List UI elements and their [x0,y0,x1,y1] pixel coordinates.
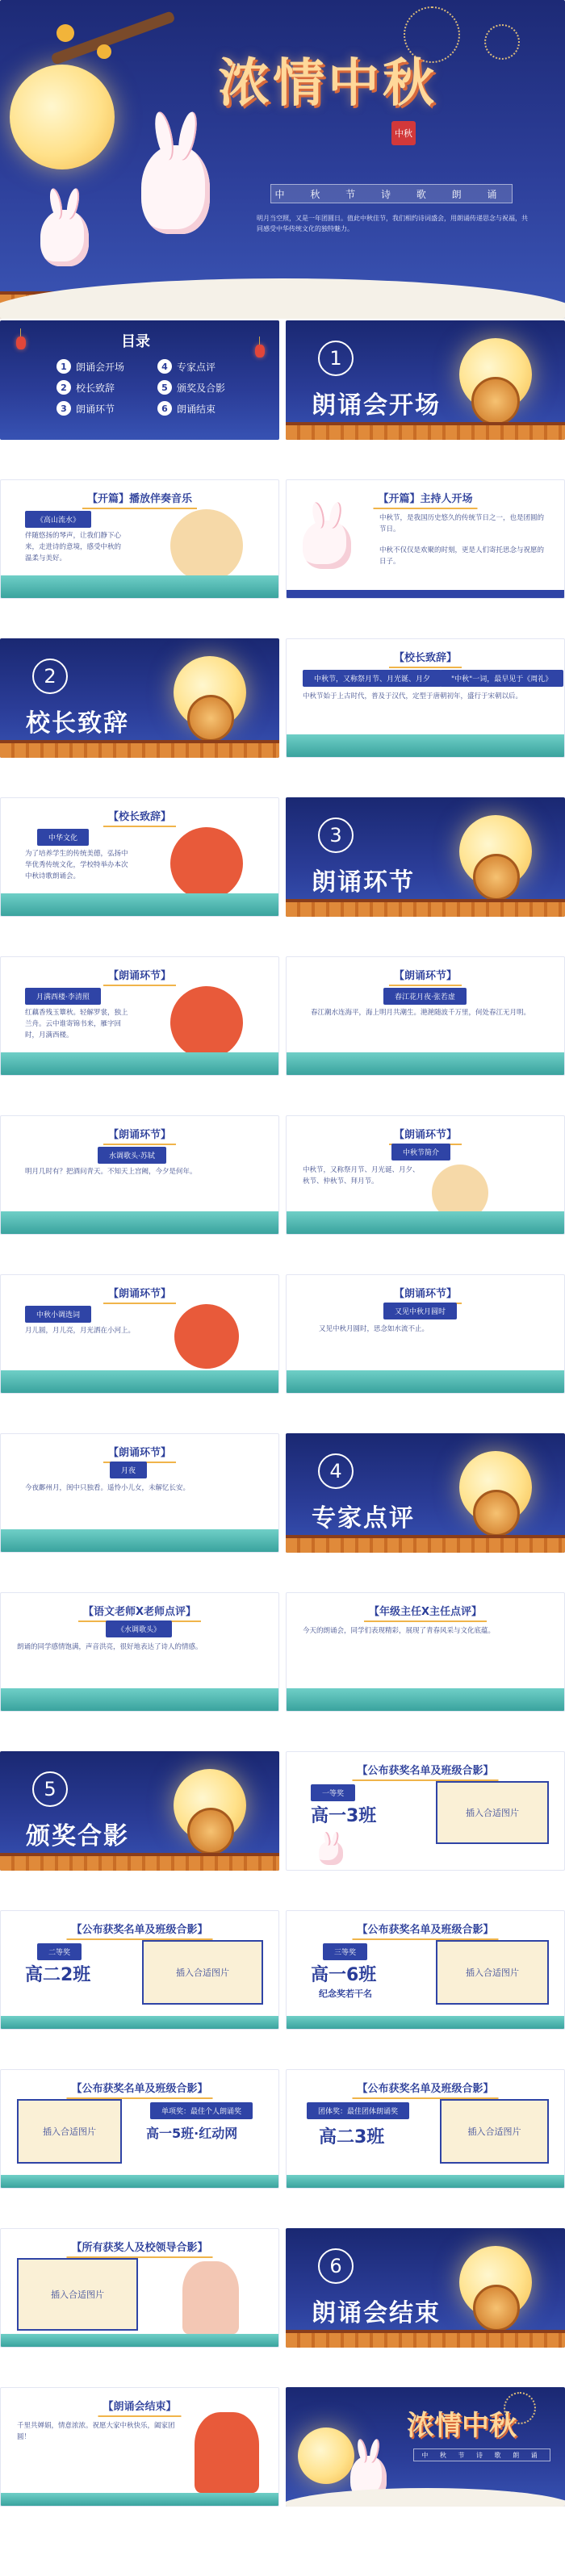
slide-body: 中秋节，是我国历史悠久的传统节日之一，也是团圆的节日。 [379,514,545,533]
lantern-icon [255,345,265,358]
section-4-slide [286,1433,565,1553]
reading-7-slide [0,1433,279,1553]
bottom-band [287,590,565,598]
section-3-slide [286,797,565,917]
roof-icon [286,1535,565,1553]
final-subtitle: 中 秋 节 诗 歌 朗 诵 [413,2448,550,2461]
slide-pill: 月满西楼·李清照 [25,988,101,1005]
section-number: 6 [318,2248,354,2284]
toc-num: 5 [157,380,172,395]
slide-header: 【公布获奖名单及班级合影】 [352,1762,498,1781]
section-title: 朗诵会开场 [312,391,441,420]
hero-subtitle: 中 秋 节 诗 歌 朗 诵 [270,184,513,203]
toc-num: 3 [56,401,71,416]
slide-body: 明月几时有？把酒问青天。不知天上宫阙，今夕是何年。 [25,1168,197,1176]
slide-pill: 三等奖 [323,1943,367,1960]
section-number: 3 [318,818,354,853]
section-6-slide [286,2228,565,2348]
firework-icon [484,24,520,60]
section-5-slide [0,1751,279,1871]
host-opening-slide [286,479,565,599]
section-title: 朗诵会结束 [312,2299,441,2327]
slide-pill: 中秋节，又称祭月节、月光诞、月夕 [303,670,442,687]
fairy-icon [170,509,243,582]
slide-pill: 《水调歌头》 [106,1620,172,1637]
rabbit-icon [303,521,351,569]
hills-icon [1,1052,279,1075]
slide-pill: 《高山流水》 [25,511,91,528]
toc-num: 2 [56,380,71,395]
slide-header: 【开篇】主持人开场 [373,490,477,509]
hills-icon [1,2016,279,2029]
photo-placeholder[interactable]: 插入合适图片 [142,1940,263,2005]
roof-icon [286,2330,565,2348]
award-class: 高二3班 [319,2127,385,2147]
toc-label: 朗诵结束 [177,403,216,415]
hills-icon [287,2016,565,2029]
slide-body: 又见中秋月圆时，思念如水流不止。 [319,1325,429,1333]
slide-body: 今天的朗诵会，同学们表现精彩，展现了青春风采与文化底蕴。 [303,1627,496,1635]
final-title: 浓情中秋 [407,2410,517,2442]
slide-body: 伴随悠扬的琴声，让我们静下心来，走进诗的意境，感受中秋的温柔与美好。 [25,532,122,562]
photo-placeholder[interactable]: 插入合适图片 [17,2099,122,2164]
slide-header: 【校长致辞】 [389,649,462,668]
award-group-slide [0,2228,279,2348]
roof-icon [0,740,279,758]
section-title: 朗诵环节 [312,868,415,897]
hero-title: 浓情中秋 [218,53,437,114]
section-number: 1 [318,341,354,376]
reading-2-slide [286,956,565,1076]
slide-header: 【年级主任X主任点评】 [364,1603,487,1622]
lantern-icon [16,337,26,349]
toc-item-4[interactable] [157,359,216,374]
award-4-slide [0,2069,279,2189]
fairy-icon [174,1304,239,1369]
slide-header: 【所有获奖人及校领导合影】 [66,2239,212,2258]
award-class: 高一6班 [311,1965,377,1985]
toc-num: 6 [157,401,172,416]
slide-pill: 二等奖 [37,1943,82,1960]
photo-placeholder[interactable]: 插入合适图片 [440,2099,549,2164]
slide-body: 中秋不仅仅是欢聚的时刻，更是人们寄托思念与祝愿的日子。 [379,546,545,566]
hills-icon [1,2334,279,2347]
slide-pill: 又见中秋月圆时 [383,1303,457,1319]
toc-slide [0,320,279,440]
toc-label: 专家点评 [177,361,216,373]
expert-1-slide [0,1592,279,1712]
toc-title: 目录 [121,333,150,350]
slide-pill: 中华文化 [37,829,89,846]
photo-placeholder[interactable]: 插入合适图片 [436,1940,549,2005]
slide-pill: "中秋"一词，最早见于《周礼》 [440,670,563,687]
opening-music-slide [0,479,279,599]
slide-header: 【开篇】播放伴奏音乐 [82,490,197,509]
slide-body: 中秋节始于上古时代，普及于汉代，定型于唐朝初年，盛行于宋朝以后。 [303,692,523,700]
toc-num: 4 [157,359,172,374]
slide-body: 春江潮水连海平，海上明月共潮生。滟滟随波千万里，何处春江无月明。 [311,1009,531,1017]
reading-5-slide [0,1274,279,1394]
closing-slide [0,2387,279,2507]
slide-pill: 一等奖 [311,1784,355,1801]
award-5-slide [286,2069,565,2189]
slide-body: 为了培养学生的传统美德，弘扬中华优秀传统文化，学校特举办本次中秋诗歌朗诵会。 [25,850,128,880]
mooncake-icon [473,1490,520,1537]
hero-description: 明月当空照，又是一年团圆日。值此中秋佳节，我们相约诗词盛会，用朗诵传递思念与祝福，共同感受中华传统文化的独特魅力。 [257,215,528,232]
award-3-slide [286,1910,565,2030]
slide-pill: 中秋节简介 [391,1144,450,1160]
slide-body: 月儿圆，月儿亮，月光洒在小河上。 [25,1327,136,1335]
toc-item-1[interactable] [56,359,124,374]
slide-header: 【朗诵环节】 [103,1126,176,1145]
slide-header: 【朗诵会结束】 [98,2398,181,2417]
hero-seal: 中秋 [391,121,416,145]
fairy-icon [195,2412,259,2493]
mooncake-icon [187,695,234,742]
slide-header: 【校长致辞】 [103,808,176,827]
toc-label: 朗诵环节 [76,403,115,415]
award-sub: 纪念奖若干名 [319,1988,372,1999]
slide-header: 【公布获奖名单及班级合影】 [66,1921,212,1940]
reading-1-slide [0,956,279,1076]
moon-icon [10,65,115,169]
photo-placeholder[interactable]: 插入合适图片 [17,2258,138,2331]
principal-speech-slide [286,638,565,758]
hills-icon [1,2493,279,2506]
award-class: 高一3班 [311,1806,377,1826]
toc-item-5[interactable] [157,380,225,395]
toc-label: 朗诵会开场 [76,361,125,373]
expert-2-slide [286,1592,565,1712]
section-1-slide [286,320,565,440]
section-number: 2 [32,659,68,694]
slide-header: 【朗诵环节】 [389,1285,462,1304]
rabbit-icon [319,1841,343,1865]
mooncake-icon [473,854,520,901]
hills-icon [1,1688,279,1711]
slide-header: 【朗诵环节】 [389,1126,462,1145]
principal-culture-slide [0,797,279,917]
slide-header: 【公布获奖名单及班级合影】 [66,2080,212,2099]
hills-icon [287,1211,565,1234]
reading-6-slide [286,1274,565,1394]
section-title: 校长致辞 [26,709,129,738]
firework-icon [504,2392,536,2424]
hero-slide [0,0,565,319]
fairy-icon [170,827,243,900]
slide-header: 【公布获奖名单及班级合影】 [352,1921,498,1940]
mooncake-icon [187,1808,234,1855]
rabbit-icon [40,210,89,266]
cloud-icon [0,278,565,319]
osmanthus-icon [56,24,74,42]
mooncake-icon [473,2285,520,2331]
toc-label: 颁奖及合影 [177,382,226,394]
osmanthus-icon [97,44,111,59]
slide-pill: 团体奖：最佳团体朗诵奖 [307,2102,409,2119]
cloud-icon [286,2488,565,2507]
hills-icon [1,893,279,916]
reading-4-slide [286,1115,565,1235]
reading-3-slide [0,1115,279,1235]
slide-body: 千里共婵娟，情意浓浓。祝愿大家中秋快乐，阖家团圆！ [17,2422,175,2441]
rabbit-icon [141,145,210,234]
slide-pill: 中秋小调选词 [25,1306,91,1323]
fairy-icon [182,2261,239,2334]
hills-icon [1,1211,279,1234]
hills-icon [287,734,565,757]
slide-body: 红藕香残玉簟秋。轻解罗裳，独上兰舟。云中谁寄锦书来，雁字回时，月满西楼。 [25,1009,128,1039]
toc-num: 1 [56,359,71,374]
section-number: 4 [318,1453,354,1489]
moon-icon [298,2428,354,2484]
slide-header: 【朗诵环节】 [389,967,462,986]
roof-icon [0,1853,279,1871]
roof-icon [286,899,565,917]
hills-icon [287,2175,565,2188]
slide-header: 【朗诵环节】 [103,967,176,986]
slide-body: 今夜鄜州月，闺中只独看。遥怜小儿女，未解忆长安。 [25,1484,190,1492]
section-2-slide [0,638,279,758]
roof-icon [286,422,565,440]
hills-icon [1,575,279,598]
hills-icon [287,1052,565,1075]
toc-item-3[interactable] [56,401,115,416]
slide-pill: 春江花月夜·张若虚 [383,988,467,1005]
hills-icon [1,2175,279,2188]
award-class: 高一5班·红动网 [146,2126,238,2141]
hills-icon [1,1529,279,1552]
hills-icon [287,1370,565,1393]
section-number: 5 [32,1771,68,1807]
slide-body: 朗诵的同学感情饱满，声音洪亮，很好地表达了诗人的情感。 [17,1643,203,1651]
award-1-slide [286,1751,565,1871]
slide-header: 【语文老师X老师点评】 [78,1603,201,1622]
slide-pill: 水调歌头·苏轼 [98,1147,166,1164]
award-class: 高二2班 [25,1965,91,1985]
slide-header: 【朗诵环节】 [103,1285,176,1304]
mooncake-icon [471,377,520,425]
award-2-slide [0,1910,279,2030]
toc-item-2[interactable] [56,380,115,395]
photo-placeholder[interactable]: 插入合适图片 [436,1781,549,1844]
section-title: 颁奖合影 [26,1822,129,1850]
slide-pill: 单项奖：最佳个人朗诵奖 [150,2102,253,2119]
toc-item-6[interactable] [157,401,216,416]
toc-label: 校长致辞 [76,382,115,394]
slide-header: 【公布获奖名单及班级合影】 [352,2080,498,2099]
section-title: 专家点评 [312,1504,415,1533]
slide-pill: 月夜 [110,1462,147,1478]
slide-body: 中秋节，又称祭月节、月光诞、月夕、秋节、仲秋节、拜月节。 [303,1166,420,1186]
fairy-icon [170,986,243,1059]
hills-icon [287,1688,565,1711]
final-slide [286,2387,565,2507]
slide-header: 【朗诵环节】 [103,1444,176,1463]
hills-icon [1,1370,279,1393]
